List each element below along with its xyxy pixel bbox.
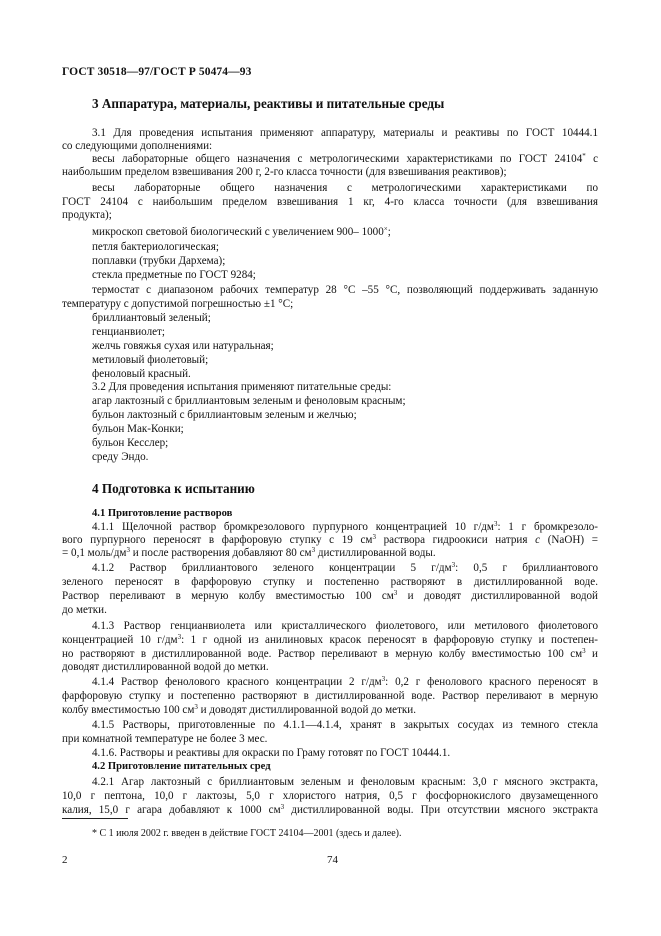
superscript: 3	[493, 520, 498, 528]
text-span: и после растворения добавляют 80 см	[129, 547, 312, 559]
paragraph-line: генцианвиолет;	[92, 326, 165, 338]
text-span: : 0,5 г бриллиантового	[455, 562, 598, 574]
paragraph-line: наибольшим пределом взвешивания 200 г, 2-го класса точности (для взвешивания реактивов);	[62, 166, 507, 178]
text-span: вого пурпурного переносят в фарфоровую ступку с 19 см	[62, 534, 373, 546]
text-span: (NaOH) =	[540, 534, 598, 546]
page-number-left: 2	[62, 854, 68, 866]
paragraph-line: агар лактозный с бриллиантовым зеленым и феноловым красным;	[92, 395, 406, 407]
paragraph-line	[62, 562, 598, 575]
superscript: 3	[381, 675, 386, 683]
paragraph-line: 10,0 г пептона, 10,0 г лактозы, 5,0 г хлористого натрия, 0,5 г фосфорнокислого двузамещенного	[62, 790, 598, 802]
text-span: и доводят дистиллированной водой до метки.	[197, 704, 417, 716]
paragraph-line: петля бактериологическая;	[92, 241, 219, 253]
superscript: 3	[582, 647, 586, 655]
text-span: дистиллированной воды. При отсутствии мясного экстракта	[284, 804, 598, 816]
paragraph-line	[62, 534, 598, 547]
text-span: но растворяют в дистиллированной воде. Раствор переливают в мерную колбу вместимостью 100 см	[62, 648, 583, 660]
paragraph-line	[62, 634, 598, 647]
text-span: концентрацией 10 г/дм	[62, 634, 178, 646]
superscript: ×	[383, 225, 388, 233]
text-span: и доводят дистиллированной водой	[397, 590, 598, 602]
paragraph-line: ГОСТ 24104 с наибольшим пределом взвешивания 1 кг, 4-го класса точности (для взвешивания	[62, 196, 598, 208]
paragraph-line: бульон Мак-Конки;	[92, 423, 184, 435]
paragraph-line: весы лабораторные общего назначения с метрологическими характеристиками по	[92, 182, 598, 194]
text-span: дистиллированной воды.	[315, 547, 436, 559]
superscript: 3	[311, 546, 316, 554]
paragraph-line	[62, 590, 598, 603]
paragraph-line: микроскоп световой биологический с увеличением 900– 1000×;	[92, 225, 391, 238]
superscript: 3	[451, 561, 456, 569]
paragraph-line	[92, 521, 598, 534]
italic-symbol: c	[535, 534, 541, 546]
paragraph-line: доводят дистиллированной водой до метки.	[62, 661, 269, 673]
text-span: 4.1.2 Раствор бриллиантового зеленого концентрации 5 г/дм	[92, 562, 452, 574]
text-span: 4.1.1 Щелочной раствор бромкрезолового пурпурного концентрацией 10 г/дм	[92, 521, 494, 533]
paragraph-line: фарфоровую ступку и постепенно растворяют в дистиллированной воде. Раствор переливают в мерную	[62, 690, 598, 702]
paragraph-line: феноловый красный.	[92, 368, 191, 380]
text-span: и	[585, 648, 598, 660]
paragraph-line: при комнатной температуре не более 3 мес.	[62, 733, 268, 745]
paragraph-line	[62, 676, 598, 689]
paragraph-line	[62, 804, 598, 817]
text-span: микроскоп световой биологический с увеличением 900– 1000	[92, 226, 384, 238]
text-span: 4.1.4 Раствор фенолового красного концентрации 2 г/дм	[92, 676, 382, 688]
section-4-title: 4 Подготовка к испытанию	[92, 481, 255, 496]
subsection-title: 4.1 Приготовление растворов	[92, 508, 233, 519]
footnote: * С 1 июля 2002 г. введен в действие ГОСТ 24104—2001 (здесь и далее).	[92, 828, 402, 839]
paragraph-line: бульон лактозный с бриллиантовым зеленым и желчью;	[92, 409, 357, 421]
text-span: : 1 г одной из анилиновых красок переносят в фарфоровую ступку и постепен-	[181, 634, 599, 646]
paragraph-line: стекла предметные по ГОСТ 9284;	[92, 269, 256, 281]
page-number-center: 74	[327, 854, 338, 866]
text-span: = 0,1 моль/дм	[62, 547, 127, 559]
text-span: раствора гидроокиси натрия	[375, 534, 536, 546]
paragraph-line: продукта);	[62, 209, 112, 221]
paragraph-line	[62, 547, 436, 560]
paragraph-line: 4.1.5 Растворы, приготовленные по 4.1.1—4.1.4, хранят в закрытых сосудах из темного стекла	[92, 719, 598, 731]
superscript: 3	[393, 589, 398, 597]
paragraph-line: 3.2 Для проведения испытания применяют питательные среды:	[92, 381, 392, 393]
paragraph-line: среду Эндо.	[92, 451, 149, 463]
paragraph-line: 4.1.6. Растворы и реактивы для окраски по Граму готовят по ГОСТ 10444.1.	[92, 747, 451, 759]
paragraph-line: 3.1 Для проведения испытания применяют аппаратуру, материалы и реактивы по ГОСТ 10444.1	[92, 127, 598, 139]
paragraph-line: зеленого переносят в фарфоровую ступку и постепенно растворяют в дистиллированной воде.	[62, 576, 598, 588]
paragraph-line: 4.1.3 Раствор генцианвиолета или кристаллического фиолетового, или метилового фиолетового	[92, 620, 598, 632]
paragraph-line: бриллиантовый зеленый;	[92, 312, 211, 324]
paragraph-line	[62, 704, 416, 717]
paragraph-line: термостат с диапазоном рабочих температур 28 °С –55 °С, позволяющий поддерживать заданную	[92, 284, 598, 296]
paragraph-line: желчь говяжья сухая или натуральная;	[92, 340, 274, 352]
footnote-rule	[62, 818, 128, 819]
superscript: 3	[194, 703, 198, 711]
subsection-title: 4.2 Приготовление питательных сред	[92, 761, 271, 772]
text-span: колбу вместимостью 100 см	[62, 704, 195, 716]
paragraph-line: со следующими дополнениями:	[62, 140, 213, 152]
superscript: 3	[126, 546, 130, 554]
superscript: 3	[280, 803, 285, 811]
text-span: : 0,2 г фенолового красного переносят в	[385, 676, 598, 688]
text-span: Раствор переливают в мерную колбу вместимостью 100 см	[62, 590, 394, 602]
paragraph-line: температуру с допустимой погрешностью ±1 °С;	[62, 298, 294, 310]
paragraph-line: 4.2.1 Агар лактозный с бриллиантовым зеленым и феноловым красным: 3,0 г мясного экстракта,	[92, 776, 598, 788]
paragraph-line: поплавки (трубки Дархема);	[92, 255, 226, 267]
text-span: : 1 г бромкрезоло-	[497, 521, 598, 533]
superscript: 3	[372, 533, 376, 541]
footnote-marker: *	[582, 152, 586, 160]
paragraph-line	[62, 648, 598, 661]
text-span: весы лабораторные общего назначения с метрологическими характеристиками по ГОСТ 24104	[92, 153, 583, 165]
paragraph-line	[62, 153, 598, 166]
paragraph-line: до метки.	[62, 604, 107, 616]
section-3-title: 3 Аппаратура, материалы, реактивы и питательные среды	[92, 96, 445, 111]
superscript: 3	[177, 633, 182, 641]
text-span: с	[585, 153, 599, 165]
text-span: калия, 15,0 г агара добавляют к 1000 см	[62, 804, 281, 816]
paragraph-line: метиловый фиолетовый;	[92, 354, 209, 366]
paragraph-line: бульон Кесслер;	[92, 437, 169, 449]
document-header: ГОСТ 30518—97/ГОСТ Р 50474—93	[62, 66, 252, 78]
